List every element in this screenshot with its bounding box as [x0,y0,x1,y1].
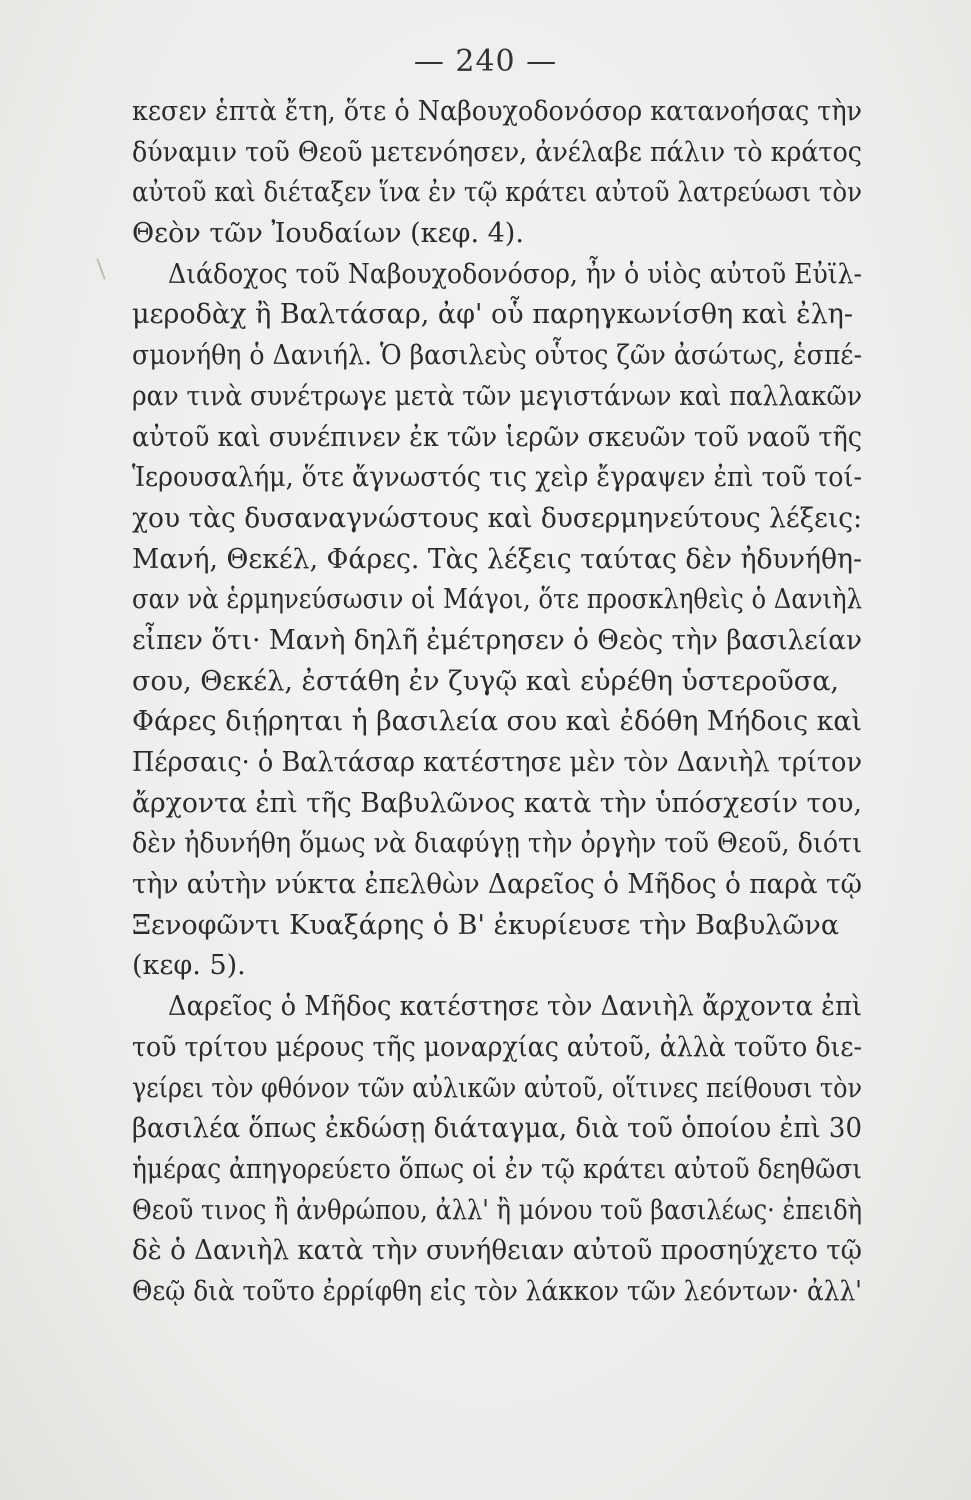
text-line: γείρει τὸν φθόνον τῶν αὐλικῶν αὐτοῦ, οἵτινες πείθουσι τὸν [132,1072,862,1104]
text-line: Θεὸν τῶν Ἰουδαίων (κεφ. 4). [132,218,524,250]
text-line: κεσεν ἑπτὰ ἔτη, ὅτε ὁ Ναβουχοδονόσορ κατανοήσας τὴν [132,96,862,127]
text-line: Πέρσαις· ὁ Βαλτάσαρ κατέστησε μὲν τὸν Δανιὴλ τρίτον [132,747,862,778]
text-line: Φάρες διῄρηται ἡ βασιλεία σου καὶ ἐδόθη Μήδοις καὶ [132,706,862,738]
text-line: Μανή, Θεκέλ, Φάρες. Τὰς λέξεις ταύτας δὲν ἠδυνήθη- [132,543,862,575]
text-line: Διάδοχος τοῦ Ναβουχοδονόσορ, ἦν ὁ υἱὸς αὐτοῦ Εὐϊλ- [168,258,862,290]
text-line: δὲ ὁ Δανιὴλ κατὰ τὴν συνήθειαν αὐτοῦ προσηύχετο τῷ [132,1235,862,1267]
page-number: — 240 — [413,44,558,79]
text-line: βασιλέα ὅπως ἐκδώσῃ διάταγμα, διὰ τοῦ ὁποίου ἐπὶ 30 [132,1113,862,1145]
text-line: δὲν ἠδυνήθη ὅμως νὰ διαφύγῃ τὴν ὀργὴν τοῦ Θεοῦ, διότι [132,828,862,860]
text-line: Θεοῦ τινος ἢ ἀνθρώπου, ἀλλ' ἢ μόνου τοῦ βασιλέως· ἐπειδὴ [132,1194,862,1226]
text-line: ραν τινὰ συνέτρωγε μετὰ τῶν μεγιστάνων καὶ παλλακῶν [132,380,862,412]
text-line: σου, Θεκέλ, ἐστάθη ἐν ζυγῷ καὶ εὑρέθη ὑστεροῦσα, [132,665,840,697]
text-line: χου τὰς δυσαναγνώστους καὶ δυσερμηνεύτους λέξεις: [132,502,862,534]
body-text [132,92,862,1313]
text-line: δύναμιν τοῦ Θεοῦ μετενόησεν, ἀνέλαβε πάλιν τὸ κράτος [132,136,862,168]
text-line: Ἱερουσαλήμ, ὅτε ἄγνωστός τις χεὶρ ἔγραψεν ἐπὶ τοῦ τοί- [132,462,862,494]
text-line: Ξενοφῶντι Κυαξάρης ὁ Β' ἐκυρίευσε τὴν Βαβυλῶνα [132,909,840,941]
page-mark [96,258,105,279]
text-line: (κεφ. 5). [132,950,246,982]
text-line: Δαρεῖος ὁ Μῆδος κατέστησε τὸν Δανιὴλ ἄρχοντα ἐπὶ [168,991,862,1023]
text-line: τὴν αὐτὴν νύκτα ἐπελθὼν Δαρεῖος ὁ Μῆδος ὁ παρὰ τῷ [132,869,862,901]
text-line: ἄρχοντα ἐπὶ τῆς Βαβυλῶνος κατὰ τὴν ὑπόσχεσίν του, [132,787,862,819]
text-line: τοῦ τρίτου μέρους τῆς μοναρχίας αὐτοῦ, ἀλλὰ τοῦτο διε- [132,1031,862,1063]
text-line: μεροδὰχ ἢ Βαλτάσαρ, ἀφ' οὗ παρηγκωνίσθη καὶ ἐλη- [132,299,853,331]
text-line: σαν νὰ ἑρμηνεύσωσιν οἱ Μάγοι, ὅτε προσκληθεὶς ὁ Δανιὴλ [132,584,862,616]
text-line: εἶπεν ὅτι· Μανὴ δηλῆ ἐμέτρησεν ὁ Θεὸς τὴν βασιλείαν [132,624,862,656]
text-line: αὐτοῦ καὶ συνέπινεν ἐκ τῶν ἱερῶν σκευῶν τοῦ ναοῦ τῆς [132,421,862,453]
text-line: Θεῷ διὰ τοῦτο ἐρρίφθη εἰς τὸν λάκκον τῶν λεόντων· ἀλλ' [132,1275,862,1307]
text-line: αὐτοῦ καὶ διέταξεν ἵνα ἐν τῷ κράτει αὐτοῦ λατρεύωσι τὸν [132,177,862,209]
text-line: ἡμέρας ἀπηγορεύετο ὅπως οἱ ἐν τῷ κράτει αὐτοῦ δεηθῶσι [132,1153,862,1185]
text-line: σμονήθη ὁ Δανιήλ. Ὁ βασιλεὺς οὗτος ζῶν ἀσώτως, ἑσπέ- [132,340,862,372]
